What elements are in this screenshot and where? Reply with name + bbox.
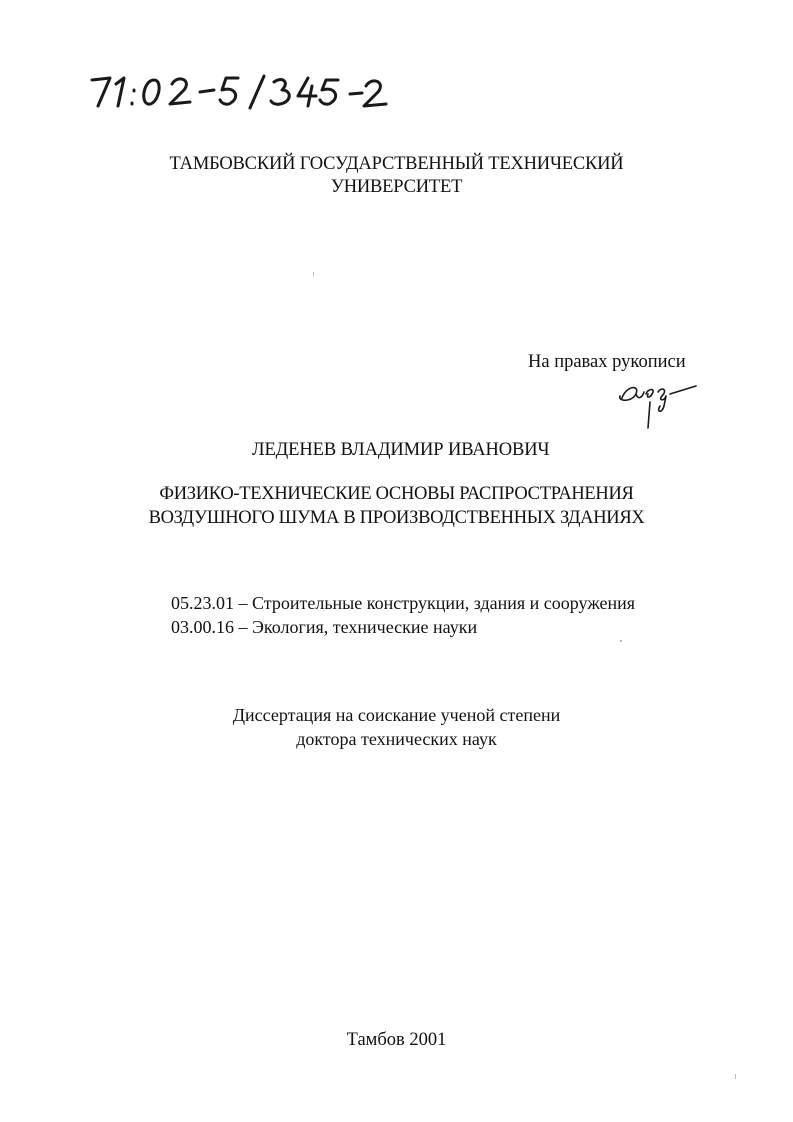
title-line-2: ВОЗДУШНОГО ШУМА В ПРОИЗВОДСТВЕННЫХ ЗДАНИЯХ bbox=[148, 508, 645, 528]
author-name: ЛЕДЕНЕВ ВЛАДИМИР ИВАНОВИЧ bbox=[252, 440, 550, 460]
scan-speck bbox=[620, 640, 622, 642]
handwritten-archive-code bbox=[88, 68, 388, 118]
degree-line-1: Диссертация на соискание ученой степени bbox=[232, 705, 561, 725]
university-name bbox=[0, 153, 793, 199]
dissertation-title bbox=[0, 482, 793, 530]
author-signature bbox=[612, 372, 702, 430]
manuscript-rights-label: На правах рукописи bbox=[528, 352, 686, 372]
degree-line-2: доктора технических наук bbox=[296, 729, 497, 749]
specialty-code-1: 05.23.01 – Строительные конструкции, здания и сооружения bbox=[171, 593, 636, 613]
city-year: Тамбов 2001 bbox=[346, 1030, 447, 1050]
degree-statement bbox=[0, 703, 793, 751]
university-line-2: УНИВЕРСИТЕТ bbox=[330, 177, 463, 197]
scan-speck bbox=[735, 1074, 736, 1079]
scan-speck bbox=[313, 272, 314, 276]
university-line-1: ТАМБОВСКИЙ ГОСУДАРСТВЕННЫЙ ТЕХНИЧЕСКИЙ bbox=[169, 154, 624, 174]
title-line-1: ФИЗИКО-ТЕХНИЧЕСКИЕ ОСНОВЫ РАСПРОСТРАНЕНИЯ bbox=[159, 484, 634, 504]
specialty-code-2: 03.00.16 – Экология, технические науки bbox=[171, 617, 478, 637]
